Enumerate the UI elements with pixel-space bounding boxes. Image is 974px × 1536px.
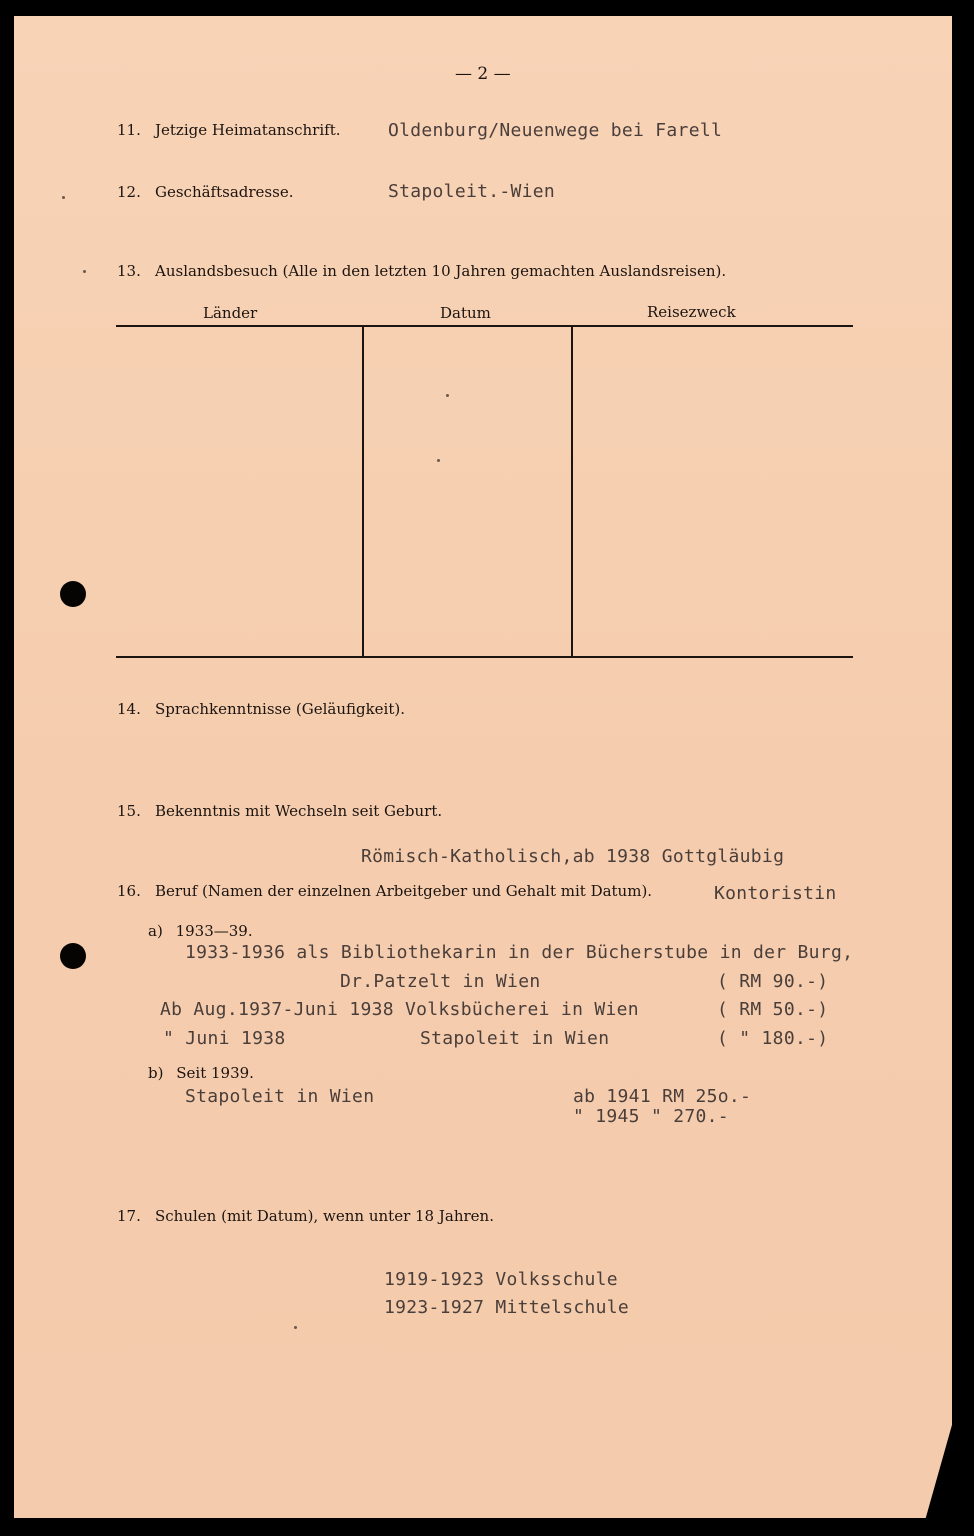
item-number: 16. bbox=[117, 882, 141, 900]
table-top-rule bbox=[116, 325, 853, 327]
employment-line: Ab Aug.1937-Juni 1938 Volksbücherei in Wien bbox=[160, 999, 639, 1020]
employment-line: 1933-1936 als Bibliothekarin in der Bücherstube in der Burg, bbox=[185, 942, 854, 963]
table-header-reisezweck: Reisezweck bbox=[647, 303, 736, 321]
item-number: 17. bbox=[117, 1207, 141, 1225]
item-text: Schulen (mit Datum), wenn unter 18 Jahren. bbox=[155, 1207, 494, 1225]
item-text: Auslandsbesuch (Alle in den letzten 10 Jahren gemachten Auslandsreisen). bbox=[155, 262, 727, 280]
table-column-divider bbox=[362, 327, 364, 657]
table-column-divider bbox=[571, 327, 573, 657]
item-12-label bbox=[117, 183, 293, 201]
item-12-value: Stapoleit.-Wien bbox=[388, 181, 556, 202]
item-16-value: Kontoristin bbox=[714, 883, 837, 904]
item-number: 14. bbox=[117, 700, 141, 718]
school-line: 1919-1923 Volksschule bbox=[384, 1269, 618, 1290]
employment-line: Stapoleit in Wien bbox=[420, 1028, 610, 1049]
paper-sheet bbox=[14, 16, 952, 1518]
item-number: 13. bbox=[117, 262, 141, 280]
speck bbox=[294, 1326, 297, 1329]
page-number: — 2 — bbox=[455, 64, 511, 84]
item-15-label bbox=[117, 802, 442, 820]
item-16b-label bbox=[148, 1064, 254, 1082]
speck bbox=[83, 270, 86, 273]
punch-hole-bottom bbox=[60, 943, 86, 969]
sub-period: 1933—39. bbox=[175, 922, 253, 940]
table-bottom-rule bbox=[116, 656, 853, 658]
item-11-value: Oldenburg/Neuenwege bei Farell bbox=[388, 120, 723, 141]
item-16-label bbox=[117, 882, 652, 900]
speck bbox=[437, 459, 440, 462]
employment-salary: ( RM 50.-) bbox=[717, 999, 829, 1020]
employment-line: Stapoleit in Wien bbox=[185, 1086, 375, 1107]
speck bbox=[446, 394, 449, 397]
speck bbox=[62, 196, 65, 199]
item-15-value: Römisch-Katholisch,ab 1938 Gottgläubig bbox=[361, 846, 785, 867]
employment-salary: ( RM 90.-) bbox=[717, 971, 829, 992]
employment-salary: ( " 180.-) bbox=[717, 1028, 829, 1049]
sub-label: a) bbox=[148, 922, 163, 940]
item-text: Sprachkenntnisse (Geläufigkeit). bbox=[155, 700, 405, 718]
punch-hole-top bbox=[60, 581, 86, 607]
sub-label: b) bbox=[148, 1064, 164, 1082]
employment-line: " Juni 1938 bbox=[163, 1028, 286, 1049]
item-text: Bekenntnis mit Wechseln seit Geburt. bbox=[155, 802, 443, 820]
item-number: 11. bbox=[117, 121, 141, 139]
employment-salary: " 1945 " 270.- bbox=[573, 1106, 729, 1127]
employment-line: Dr.Patzelt in Wien bbox=[340, 971, 541, 992]
school-line: 1923-1927 Mittelschule bbox=[384, 1297, 630, 1318]
employment-salary: ab 1941 RM 25o.- bbox=[573, 1086, 752, 1107]
item-number: 15. bbox=[117, 802, 141, 820]
table-header-laender: Länder bbox=[203, 304, 258, 322]
item-text: Jetzige Heimatanschrift. bbox=[155, 121, 341, 139]
item-11-label bbox=[117, 121, 341, 139]
item-number: 12. bbox=[117, 183, 141, 201]
item-text: Beruf (Namen der einzelnen Arbeitgeber und Gehalt mit Datum). bbox=[155, 882, 653, 900]
item-text: Geschäftsadresse. bbox=[155, 183, 294, 201]
table-header-datum: Datum bbox=[440, 304, 491, 322]
item-13-label bbox=[117, 262, 726, 280]
item-14-label bbox=[117, 700, 405, 718]
item-17-label bbox=[117, 1207, 494, 1225]
sub-period: Seit 1939. bbox=[176, 1064, 254, 1082]
item-16a-label bbox=[148, 922, 253, 940]
